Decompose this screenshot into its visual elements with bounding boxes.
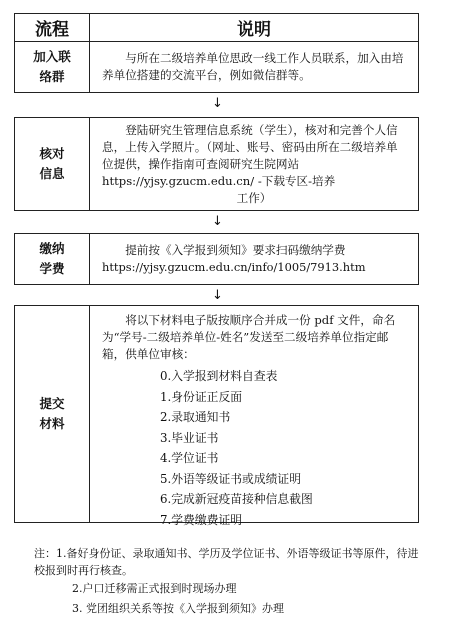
list-item: 6.完成新冠疫苗接种信息截图 xyxy=(160,492,313,506)
step-submit-materials-label-cell xyxy=(14,305,90,523)
step-verify-info-text-cell xyxy=(89,117,419,211)
step-join-group-text-cell xyxy=(89,41,419,93)
note-2-text: 2.户口迁移需正式报到时现场办理 xyxy=(72,582,237,595)
note-1-text: 注：1.备好身份证、录取通知书、学历及学位证书、外语等级证书等原件，待进校报到时再行核查。 xyxy=(34,547,419,577)
step-label-line: 加入联 xyxy=(33,49,71,64)
step-label-line: 材料 xyxy=(39,416,65,431)
step-label-line: 核对 xyxy=(39,146,65,161)
step-label-line: 缴纳 xyxy=(39,241,65,256)
list-item: 0.入学报到材料自查表 xyxy=(160,369,278,383)
header-process-cell xyxy=(14,13,90,42)
note-1 xyxy=(34,545,426,579)
step-verify-info-text: 登陆研究生管理信息系统（学生），核对和完善个人信息，上传入学照片。（网址、账号、密码由所在二级培养单位提供，操作指南可查阅研究生院网站 https://yjsy.gzucm.edu.cn/ -下载专区-培养 xyxy=(102,122,398,188)
step-submit-materials-intro: 将以下材料电子版按顺序合并成一份 pdf 文件，命名为“学号-二级培养单位-姓名”发送至二级培养单位指定邮箱，供单位审核： xyxy=(102,313,396,361)
step-pay-tuition-label-cell xyxy=(14,233,90,285)
step-label-line: 提交 xyxy=(39,396,65,411)
header-process-label: 流程 xyxy=(35,20,69,40)
list-item: 3.毕业证书 xyxy=(160,430,219,445)
down-arrow-icon: ↓ xyxy=(212,96,223,111)
note-3 xyxy=(72,600,412,617)
step-join-group-label-cell xyxy=(14,41,90,93)
step-label-line: 络群 xyxy=(39,69,65,84)
note-3-text: 3. 党团组织关系等按《入学报到须知》办理 xyxy=(72,602,284,615)
materials-list xyxy=(102,366,406,530)
down-arrow-icon: ↓ xyxy=(212,214,223,229)
step-label-line: 信息 xyxy=(39,166,65,181)
step-pay-tuition-text-cell xyxy=(89,233,419,285)
step-label-line: 学费 xyxy=(39,261,65,276)
list-item: 5.外语等级证书或成绩证明 xyxy=(160,471,302,486)
note-2 xyxy=(72,580,412,597)
step-pay-tuition-text: 提前按《入学报到须知》要求扫码缴纳学费 xyxy=(125,243,346,257)
step-join-group-text: 与所在二级培养单位思政一线工作人员联系，加入由培养单位搭建的交流平台，例如微信群等。 xyxy=(102,51,404,82)
header-description-label: 说明 xyxy=(237,20,271,40)
step-verify-info-label-cell xyxy=(14,117,90,211)
header-description-cell xyxy=(89,13,419,42)
list-item: 2.录取通知书 xyxy=(160,410,231,424)
list-item: 4.学位证书 xyxy=(160,451,219,465)
list-item: 7.学费缴费证明 xyxy=(160,512,243,527)
step-verify-info-text-end: 工作） xyxy=(236,190,272,205)
down-arrow-icon: ↓ xyxy=(212,288,223,303)
list-item: 1.身份证正反面 xyxy=(160,389,243,404)
step-submit-materials-text-cell xyxy=(89,305,419,527)
tuition-link[interactable]: https://yjsy.gzucm.edu.cn/info/1005/7913.htm xyxy=(102,260,366,274)
